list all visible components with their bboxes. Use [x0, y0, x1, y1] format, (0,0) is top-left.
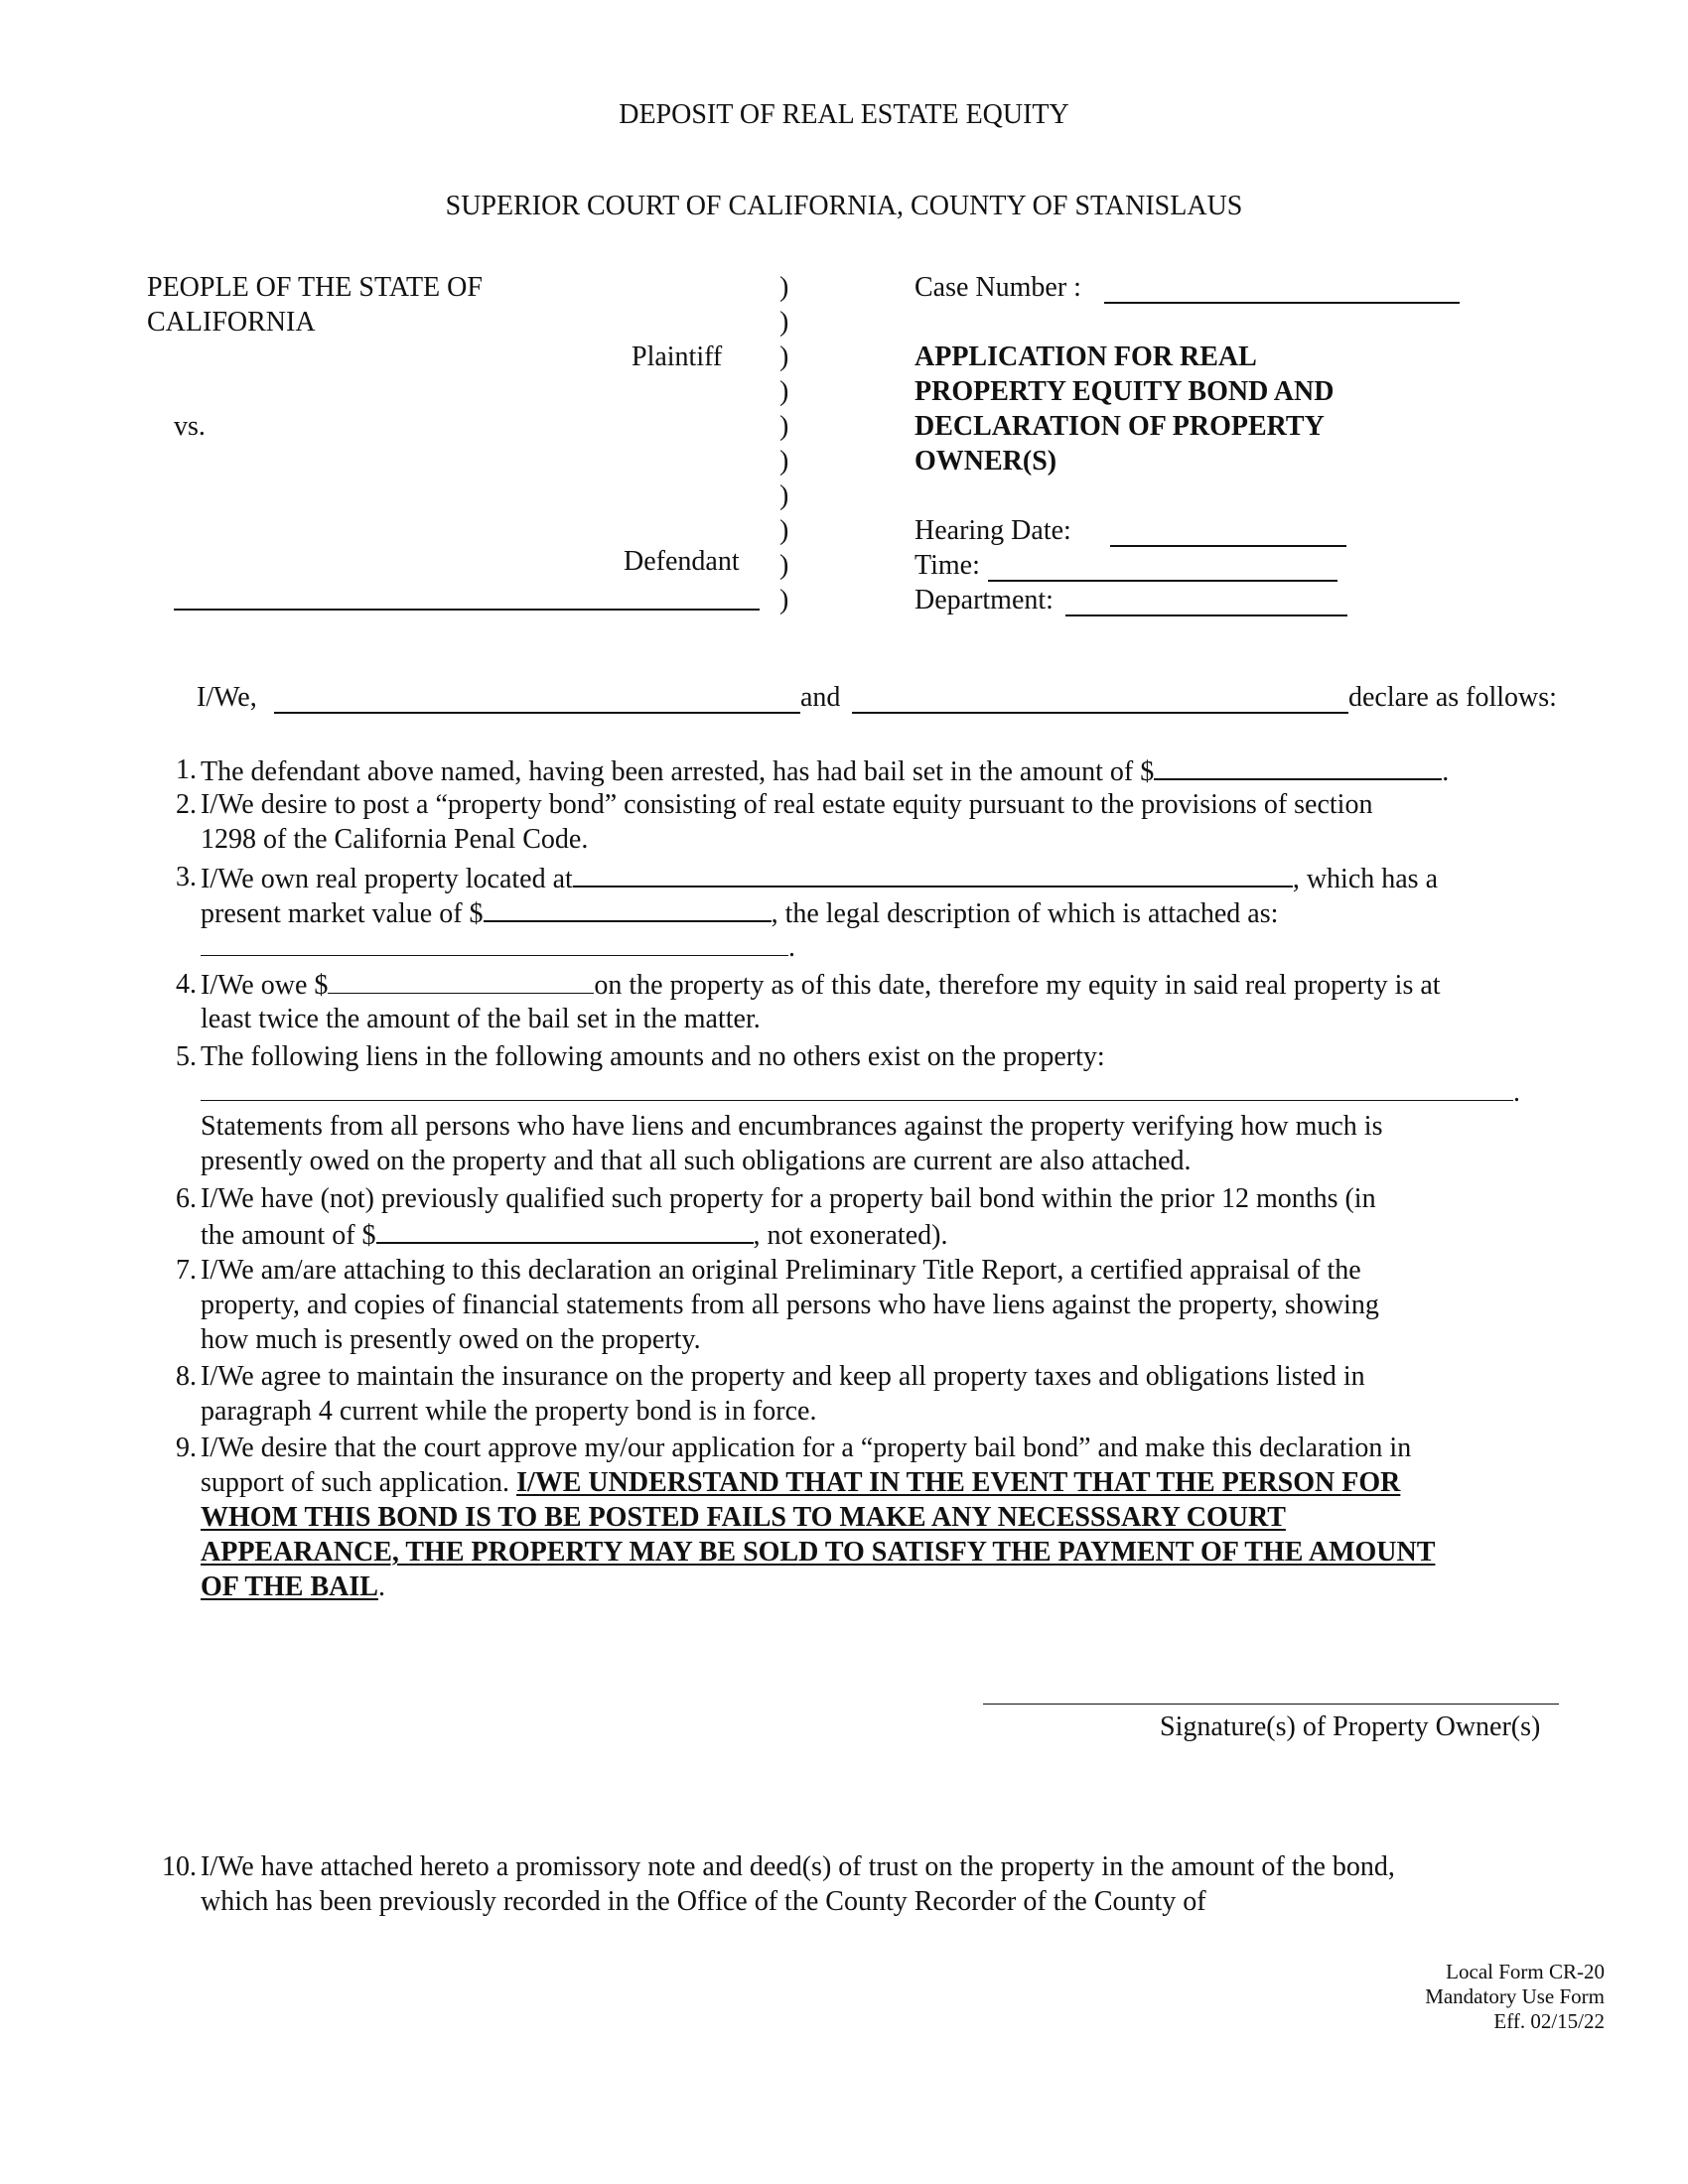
- caption-paren: ): [779, 376, 789, 407]
- warning-text: APPEARANCE, THE PROPERTY MAY BE SOLD TO SATISFY THE PAYMENT OF THE AMOUNT: [201, 1537, 1436, 1568]
- item-number: 7.: [176, 1255, 197, 1286]
- caption-paren: ): [779, 341, 789, 372]
- item-4-text: I/We owe $: [201, 970, 329, 1001]
- warning-text: WHOM THIS BOND IS TO BE POSTED FAILS TO MAKE ANY NECESSSARY COURT: [201, 1502, 1286, 1533]
- item-number: 1.: [176, 754, 197, 785]
- item-5-line4: presently owed on the property and that all such obligations are current are also attached.: [201, 1146, 1192, 1176]
- item-7-line3: how much is presently owed on the property.: [201, 1324, 701, 1355]
- item-number: 8.: [176, 1361, 197, 1392]
- item-6-text-b: , not exonerated).: [753, 1220, 948, 1251]
- item-6-text: the amount of $: [201, 1220, 376, 1251]
- item-number: 10.: [162, 1851, 197, 1882]
- item-8-line1: I/We agree to maintain the insurance on the property and keep all property taxes and obligations listed in: [201, 1361, 1365, 1392]
- caption-paren: ): [779, 411, 789, 442]
- caption-paren: ): [779, 585, 789, 615]
- item-7-line1: I/We am/are attaching to this declaration an original Preliminary Title Report, a certified appraisal of the: [201, 1255, 1361, 1286]
- caption-paren: ): [779, 550, 789, 581]
- plaintiff-label: Plaintiff: [632, 341, 723, 372]
- item-6-line1: I/We have (not) previously qualified such property for a property bail bond within the prior 12 months (in: [201, 1183, 1376, 1214]
- item-5-line3: Statements from all persons who have liens and encumbrances against the property verifying how much is: [201, 1111, 1383, 1142]
- bail-amount-field[interactable]: [1154, 752, 1442, 780]
- liens-field[interactable]: [201, 1074, 1513, 1101]
- signature-label: Signature(s) of Property Owner(s): [1160, 1711, 1541, 1742]
- item-1-end: .: [1442, 756, 1450, 787]
- footer-form-number: Local Form CR-20: [1446, 1960, 1605, 1983]
- caption-paren: ): [779, 307, 789, 338]
- hearing-date-field[interactable]: [1110, 545, 1346, 547]
- item-9-text: support of such application.: [201, 1467, 510, 1498]
- declarants-prefix: I/We,: [197, 682, 257, 713]
- amount-owed-field[interactable]: [328, 967, 594, 994]
- plaintiff-name-line2: CALIFORNIA: [147, 307, 316, 338]
- item-number: 5.: [176, 1041, 197, 1072]
- form-footer: [1425, 1960, 1605, 2034]
- item-2-line2: 1298 of the California Penal Code.: [201, 824, 589, 855]
- item-9-end: .: [377, 1571, 385, 1602]
- court-name: SUPERIOR COURT OF CALIFORNIA, COUNTY OF STANISLAUS: [445, 191, 1243, 221]
- footer-mandatory: Mandatory Use Form: [1425, 1984, 1605, 2008]
- department-label: Department:: [914, 585, 1054, 615]
- item-4-line2: least twice the amount of the bail set in the matter.: [201, 1004, 761, 1034]
- document-title: DEPOSIT OF REAL ESTATE EQUITY: [619, 99, 1069, 130]
- defendant-name-line[interactable]: [174, 609, 760, 611]
- item-number: 4.: [176, 969, 197, 1000]
- item-number: 3.: [176, 862, 197, 892]
- prior-bond-amount-field[interactable]: [376, 1216, 754, 1244]
- caption-paren: ): [779, 515, 789, 546]
- item-5-end: .: [1513, 1077, 1520, 1108]
- form-title-line1: APPLICATION FOR REAL: [914, 341, 1257, 372]
- defendant-label: Defendant: [624, 546, 740, 577]
- item-7-line2: property, and copies of financial statements from all persons who have liens against the property, showing: [201, 1290, 1379, 1320]
- department-field[interactable]: [1065, 614, 1347, 616]
- item-10-line2: which has been previously recorded in the Office of the County Recorder of the County of: [201, 1886, 1206, 1917]
- form-title-line3: DECLARATION OF PROPERTY: [914, 411, 1325, 442]
- case-number-label: Case Number :: [914, 272, 1081, 303]
- signature-line[interactable]: [983, 1704, 1559, 1705]
- time-label: Time:: [914, 550, 980, 581]
- caption-paren: ): [779, 446, 789, 477]
- item-4-text-b: on the property as of this date, therefore my equity in said real property is at: [594, 970, 1441, 1001]
- declarant-2-field[interactable]: [852, 712, 1348, 714]
- vs-label: vs.: [174, 411, 206, 442]
- item-3-text-c: present market value of $: [201, 898, 484, 929]
- item-10-line1: I/We have attached hereto a promissory note and deed(s) of trust on the property in the amount of the bond,: [201, 1851, 1395, 1882]
- caption-paren: ): [779, 272, 789, 303]
- item-number: 6.: [176, 1183, 197, 1214]
- item-number: 2.: [176, 789, 197, 820]
- footer-effective-date: Eff. 02/15/22: [1493, 2009, 1605, 2033]
- item-3-end: .: [788, 932, 795, 963]
- item-9-line1: I/We desire that the court approve my/our application for a “property bail bond” and make this declaration in: [201, 1433, 1412, 1463]
- item-8-line2: paragraph 4 current while the property bond is in force.: [201, 1396, 817, 1427]
- declarant-1-field[interactable]: [274, 712, 800, 714]
- case-number-field[interactable]: [1104, 302, 1460, 304]
- market-value-field[interactable]: [484, 894, 772, 922]
- item-number: 9.: [176, 1433, 197, 1463]
- item-2-line1: I/We desire to post a “property bond” consisting of real estate equity pursuant to the provisions of section: [201, 789, 1373, 820]
- item-5-line1: The following liens in the following amounts and no others exist on the property:: [201, 1041, 1105, 1072]
- declarants-and: and: [800, 682, 841, 713]
- form-title-line2: PROPERTY EQUITY BOND AND: [914, 376, 1335, 407]
- caption-paren: ): [779, 480, 789, 511]
- property-location-field[interactable]: [573, 860, 1293, 887]
- item-3-text-b: , which has a: [1292, 864, 1438, 894]
- item-1-text: The defendant above named, having been arrested, has had bail set in the amount of $: [201, 756, 1155, 787]
- warning-text: I/WE UNDERSTAND THAT IN THE EVENT THAT THE PERSON FOR: [516, 1467, 1401, 1498]
- item-3-text: I/We own real property located at: [201, 864, 573, 894]
- form-title-line4: OWNER(S): [914, 446, 1057, 477]
- legal-description-field[interactable]: [201, 929, 788, 956]
- plaintiff-name-line1: PEOPLE OF THE STATE OF: [147, 272, 483, 303]
- time-field[interactable]: [988, 580, 1337, 582]
- warning-text: OF THE BAIL: [201, 1571, 378, 1602]
- hearing-date-label: Hearing Date:: [914, 515, 1071, 546]
- declarants-suffix: declare as follows:: [1348, 682, 1557, 713]
- item-3-text-d: , the legal description of which is attached as:: [771, 898, 1279, 929]
